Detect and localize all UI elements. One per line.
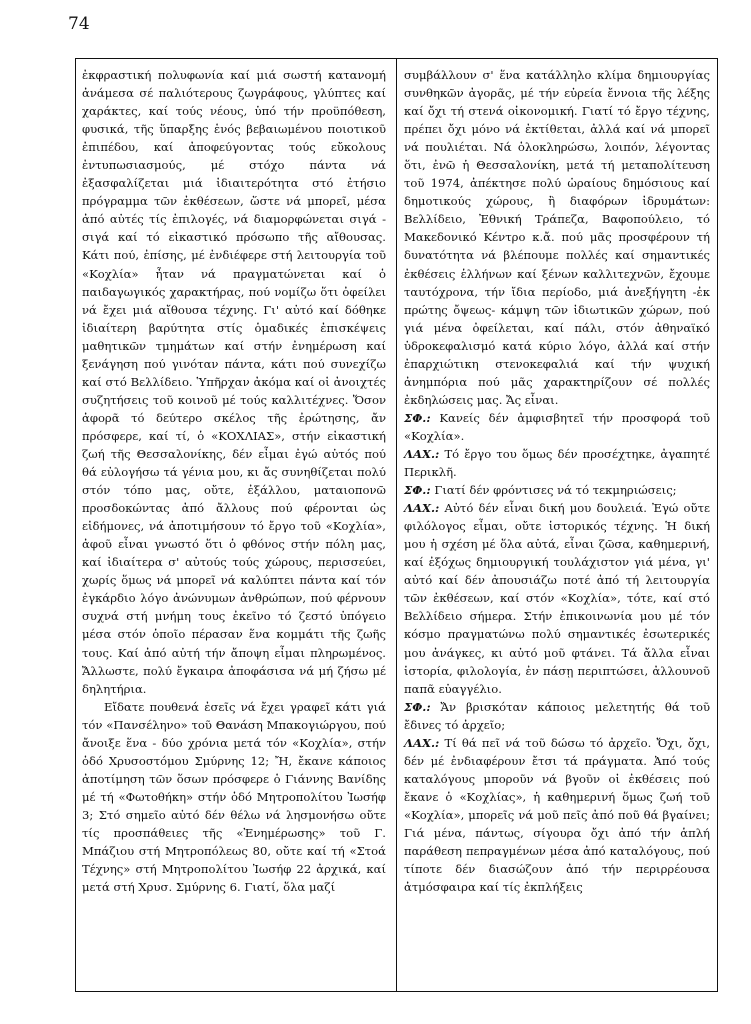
dialogue-line [404, 481, 710, 499]
dialogue-text: Τί θά πεῖ νά τοῦ δώσω τό ἀρχεῖο. Ὄχι, ὄχι, δέν μέ ἐνδιαφέρουν ἔτσι τά πράγματα. Ἀπό τούς καταλόγους μποροῦν νά βγοῦν οἱ ἐκθέσεις πού ἔκανε ὁ «Κοχλίας», ἡ καθημερινή ὅμως ζωή τοῦ «Κοχλία», μπορεῖς νά μοῦ πεῖς ἀπό ποῦ θά βγαίνει; Γιά μένα, πάντως, σίγουρα ὄχι ἀπό τήν ἁπλή παράθεση πεπραγμένων μέσα ἀπό καταλόγους, πού τίποτε δέν διασώζουν ἀπό τήν περιρρέουσα ἀτμόσφαιρα καί τίς ἐκπλήξεις [404, 735, 711, 895]
dialogue-text: Τό ἔργο του ὅμως δέν προσέχτηκε, ἀγαπητέ Περικλῆ. [404, 446, 710, 480]
dialogue-text: Κανείς δέν ἀμφισβητεῖ τήν προσφορά τοῦ «Κοχλία». [404, 410, 710, 443]
dialogue-line [404, 445, 710, 481]
dialogue-line [404, 409, 710, 445]
dialogue-line [404, 698, 710, 734]
paragraph: Εἴδατε πουθενά ἐσεῖς νά ἔχει γραφεῖ κάτι γιά τόν «Πανσέληνο» τοῦ Θανάση Μπακογιώργου, πού ἄνοιξε ἕνα - δύο χρόνια μετά τόν «Κοχλία», στήν ὁδό Χρυσοστόμου Σμύρνης 12; Ἤ, ἔκανε κάποιος ἀποτίμηση τῶν ὅσων πρόσφερε ὁ Γιάννης Βανίδης μέ τή «Φωτοθήκη» στήν ὁδό Μητροπολίτου Ἰωσήφ 3; Στό σημεῖο αὐτό δέν θέλω νά λησμονήσω οὔτε τίς προσπάθειες τῆς «Ἐνημέρωσης» τοῦ Γ. Μπάζιου στή Μητροπόλεως 80, οὔτε καί τή «Στοά Τέχνης» στή Μητροπολίτου Ἰωσήφ 22 ἀρχικά, καί μετά στή Χρυσ. Σμύρνης 6. Γιατί, ὅλα μαζί [82, 699, 386, 895]
dialogue-text: Ἄν βρισκόταν κάποιος μελετητής θά τοῦ ἔδινες τό ἀρχεῖο; [404, 699, 710, 732]
dialogue-line [404, 734, 710, 896]
speaker-label: ΛΑΧ.: [404, 501, 440, 516]
speaker-label: ΛΑΧ.: [404, 446, 440, 461]
speaker-label: ΣΦ.: [404, 699, 431, 714]
left-column [82, 66, 386, 896]
speaker-label: ΣΦ.: [404, 410, 431, 425]
paragraph: συμβάλλουν σ' ἕνα κατάλληλο κλίμα δημιουργίας συνθηκῶν ἀγορᾶς, μέ τήν εὐρεία ἔννοια τῆς λέξης καί ὄχι τή στενά οἰκονομική. Γιατί τό ἔργο τέχνης, πρέπει ὄχι μόνο νά ἐκτίθεται, ἀλλά καί νά μπορεῖ νά πουλιέται. Νά ὁλοκληρώσω, λοιπόν, λέγοντας ὅτι, ἐνῶ ἡ Θεσσαλονίκη, μετά τή μεταπολίτευση τοῦ 1974, ἀπέκτησε πολύ ὡραίους δημόσιους καί δημοτικούς χώρους, ἢ διαφόρων ἱδρυμάτων: Βελλίδειο, Ἐθνική Τράπεζα, Βαφοπούλειο, τό Μακεδονικό Κέντρο κ.ἄ. πού μᾶς προσφέρουν τή δυνατότητα νά βλέπουμε πολλές καί σημαντικές ἐκθέσεις ἑλλήνων καί ξένων καλλιτεχνῶν, ἔχουμε ταυτόχρονα, τήν ἴδια περίοδο, μιά ἀνεξήγητη -ἐκ πρώτης ὄψεως- κάμψη τῶν ἰδιωτικῶν χώρων, πού γιά μένα ὀφείλεται, καί πάλι, στόν ἀθηναϊκό ὑδροκεφαλισμό κατά κύριο λόγο, ἀλλά καί στήν ἐπαρχιώτικη στενοκεφαλιά καί τήν ψυχική ἀνημπόρια πού μᾶς χαρακτηρίζουν σέ πολλές ἐκδηλώσεις μας. Ἄς εἶναι. [404, 68, 710, 407]
dialogue-text: Αὐτό δέν εἶναι δική μου δουλειά. Ἐγώ οὔτε φιλόλογος εἶμαι, οὔτε ἱστορικός τέχνης. Ἡ δική μου ἡ σχέση μέ ὅλα αὐτά, εἶναι ζῶσα, καθημερινή, καί ἐξόχως δημιουργική τουλάχιστον γιά μένα, γι' αὐτό καί δέν ἀπουσιάζω ποτέ ἀπό τή λειτουργία τῶν ἐκθέσεων, καί στόν «Κοχλία», τότε, καί στό Βελλίδειο σήμερα. Στήν ἐπικοινωνία μου μέ τόν κόσμο πραγματώνω πολύ σημαντικές ἐσωτερικές μου ἀνάγκες, κι αὐτό μοῦ φτάνει. Τά ἄλλα εἶναι ἱστορία, φιλολογία, ἐν πάσῃ περιπτώσει, ἀλλουνοῦ παπᾶ εὐαγγέλιο. [404, 501, 711, 696]
speaker-label: ΛΑΧ.: [404, 735, 440, 750]
page-number: 74 [68, 14, 90, 34]
dialogue-line [404, 499, 710, 698]
dialogue-text: Γιατί δέν φρόντισες νά τό τεκμηριώσεις; [434, 483, 677, 498]
right-column [404, 66, 710, 896]
column-divider [396, 58, 397, 992]
speaker-label: ΣΦ.: [404, 483, 431, 498]
paragraph: ἐκφραστική πολυφωνία καί μιά σωστή κατανομή ἀνάμεσα σέ παλιότερους ζωγράφους, γλύπτες καί χαράκτες, καί τούς νέους, ὑπό τήν προϋπόθεση, φυσικά, τῆς ὕπαρξης ἑνός βεβαιωμένου ποιοτικοῦ ἐπιπέδου, καί ἀποφεύγοντας τούς εὔκολους ἐντυπωσιασμούς, μέ στόχο πάντα νά ἐξασφαλίζεται μιά ἰδιαιτερότητα στό ἐτήσιο πρόγραμμα τῶν ἐκθέσεων, ὥστε νά μπορεῖ, μέσα ἀπό αὐτές τίς ἐπιλογές, νά διαμορφώνεται σιγά - σιγά καί τό εἰκαστικό πρόσωπο τῆς αἴθουσας. Κάτι πού, ἐπίσης, μέ ἐνδιέφερε στή λειτουργία τοῦ «Κοχλία» ἦταν νά πραγματώνεται καί ὁ παιδαγωγικός χαρακτήρας, πού νομίζω ὅτι ὀφείλει νά ἔχει μιά αἴθουσα τέχνης. Γι' αὐτό καί δόθηκε ἰδιαίτερη βαρύτητα στίς ὁμαδικές ἐπισκέψεις μαθητικῶν τμημάτων καί στήν ἐνημέρωση καί ξενάγηση πού γινόταν πάντα, κάτι πού συνεχίζω καί στό Βελλίδειο. Ὑπῆρχαν ἀκόμα καί οἱ ἀνοιχτές συζητήσεις τοῦ κοινοῦ μέ τούς καλλιτέχνες. Ὅσον ἀφορᾶ τό δεύτερο σκέλος τῆς ἐρώτησης, ἄν πρόσφερε, καί τί, ὁ «ΚΟΧΛΙΑΣ», στήν εἰκαστική ζωή τῆς Θεσσαλονίκης, δέν εἶμαι ἐγώ αὐτός πού θά εὐλογήσω τά γένια μου, κι ἄς συνηθίζεται πολύ στόν τόπο μας, οὔτε, ἐξάλλου, ματαιοπονῶ προσδοκώντας ἀπό ἄλλους πού φέρονται ὡς εἰδήμονες, νά ἀποτιμήσουν τό ἔργο τοῦ «Κοχλία», ἀφοῦ εἶναι γνωστό ὅτι ὁ φθόνος στήν πόλη μας, καί ἰδιαίτερα σ' αὐτούς τούς χώρους, περισσεύει, χωρίς ὅμως νά μπορεῖ νά καλύπτει πάντα καί τόν ἐγκάρδιο λόγο ἀνώνυμων ἀνθρώπων, πού φέρνουν συχνά στή μνήμη τους ἐκεῖνο τό ζεστό ὑπόγειο μέσα στόν ὁποῖο πέρασαν ἕνα κομμάτι τῆς ζωῆς τους. Καί ἀπό αὐτή τήν ἄποψη εἶμαι πληρωμένος. Ἄλλωστε, πολύ ἔγκαιρα ἀποφάσισα νά μή ζήσω μέ δηλητήρια. [82, 68, 386, 696]
